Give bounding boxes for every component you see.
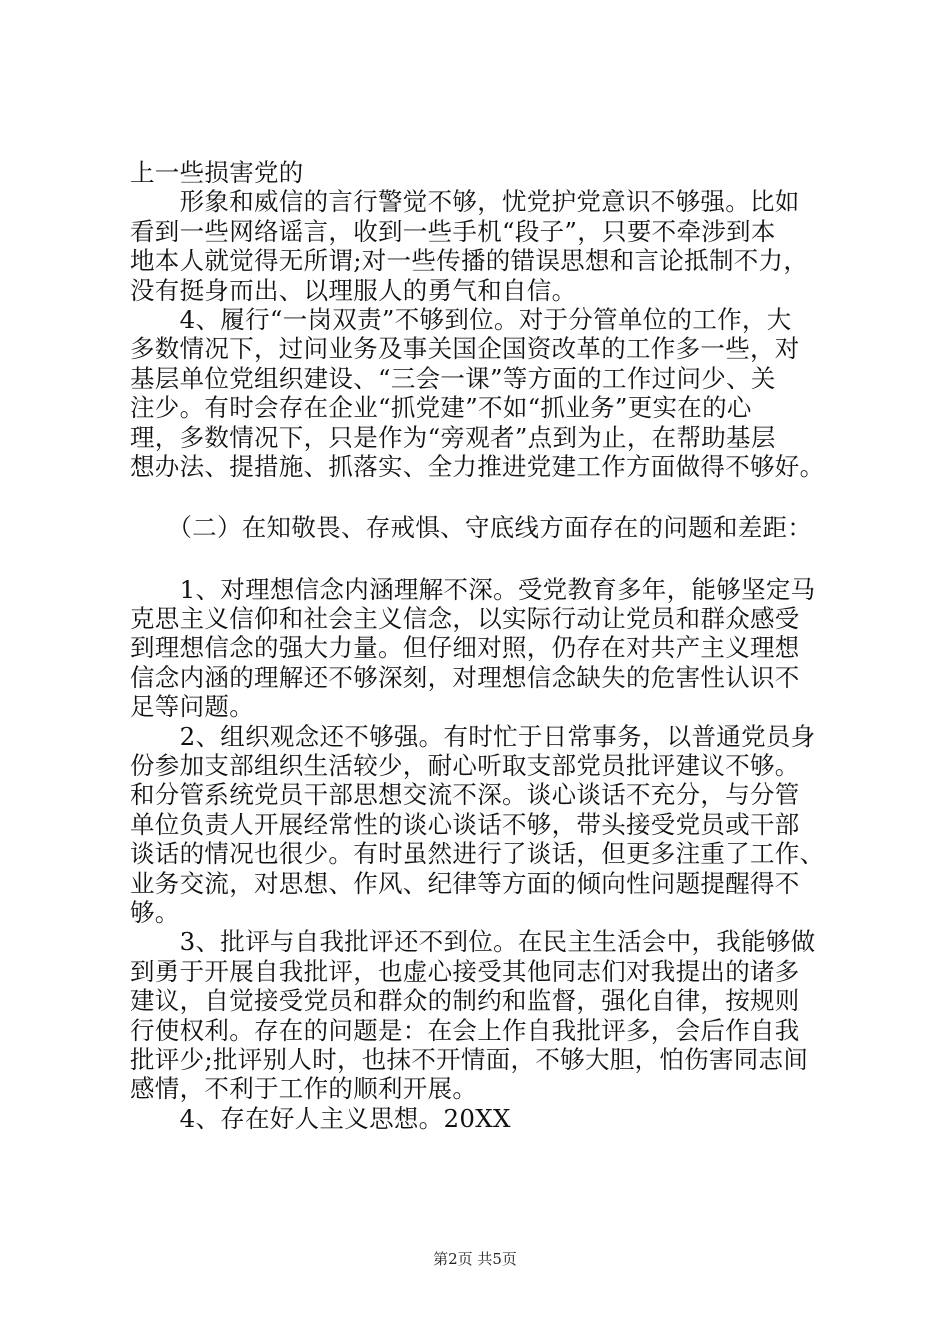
document-body [130, 158, 850, 1133]
text-line: 地本人就觉得无所谓;对一些传播的错误思想和言论抵制不力， [130, 246, 809, 276]
paragraph-gap [130, 543, 850, 575]
text-line: 足等问题。 [130, 692, 254, 722]
text-line: 2、组织观念还不够强。有时忙于日常事务，以普通党员身 [130, 721, 816, 751]
text-line: 理，多数情况下，只是作为“旁观者”点到为止，在帮助基层 [130, 422, 776, 452]
text-line: 单位负责人开展经常性的谈心谈话不够，带头接受党员或干部 [130, 809, 800, 839]
text-line: 信念内涵的理解还不够深刻，对理想信念缺失的危害性认识不 [130, 662, 800, 692]
text-line: 建议，自觉接受党员和群众的制约和监督，强化自律，按规则 [130, 986, 800, 1016]
text-line: 4、存在好人主义思想。20XX [130, 1103, 511, 1133]
text-line: 业务交流，对思想、作风、纪律等方面的倾向性问题提醒得不 [130, 868, 800, 898]
text-line: 想办法、提措施、抓落实、全力推进党建工作方面做得不够好。 [130, 451, 825, 481]
section-heading: （二）在知敬畏、存戒惧、守底线方面存在的问题和差距： [130, 513, 813, 543]
text-line: 1、对理想信念内涵理解不深。受党教育多年，能够坚定马 [130, 574, 816, 604]
text-line: 上一些损害党的 [130, 158, 304, 187]
text-line: 批评少;批评别人时，也抹不开情面，不够大胆，怕伤害同志间 [130, 1044, 809, 1074]
text-line: 克思主义信仰和社会主义信念，以实际行动让党员和群众感受 [130, 604, 800, 634]
text-line: 到勇于开展自我批评，也虚心接受其他同志们对我提出的诸多 [130, 956, 800, 986]
text-line: 份参加支部组织生活较少，耐心听取支部党员批评建议不够。 [130, 751, 800, 781]
text-line: 到理想信念的强大力量。但仔细对照，仍存在对共产主义理想 [130, 633, 800, 663]
text-line: 3、批评与自我批评还不到位。在民主生活会中，我能够做 [130, 927, 816, 957]
text-line: 多数情况下，过问业务及事关国企国资改革的工作多一些，对 [130, 334, 800, 364]
text-line: 谈话的情况也很少。有时虽然进行了谈话，但更多注重了工作、 [130, 839, 825, 869]
text-line: 注少。有时会存在企业“抓党建”不如“抓业务”更实在的心 [130, 393, 752, 423]
text-line: 和分管系统党员干部思想交流不深。谈心谈话不充分，与分管 [130, 780, 800, 810]
text-line: 没有挺身而出、以理服人的勇气和自信。 [130, 275, 577, 305]
text-line: 行使权利。存在的问题是：在会上作自我批评多，会后作自我 [130, 1015, 800, 1045]
text-line: 够。 [130, 897, 180, 927]
page-number: 第2页 共5页 [433, 1250, 517, 1268]
text-line: 感情，不利于工作的顺利开展。 [130, 1074, 478, 1104]
text-line: 4、履行“一岗双责”不够到位。对于分管单位的工作，大 [130, 304, 792, 334]
text-line: 形象和威信的言行警觉不够，忧党护党意识不够强。比如 [130, 187, 800, 217]
paragraph-gap [130, 481, 850, 513]
text-line: 看到一些网络谣言，收到一些手机“段子”，只要不牵涉到本 [130, 216, 776, 246]
text-line: 基层单位党组织建设、“三会一课”等方面的工作过问少、关 [130, 363, 776, 393]
